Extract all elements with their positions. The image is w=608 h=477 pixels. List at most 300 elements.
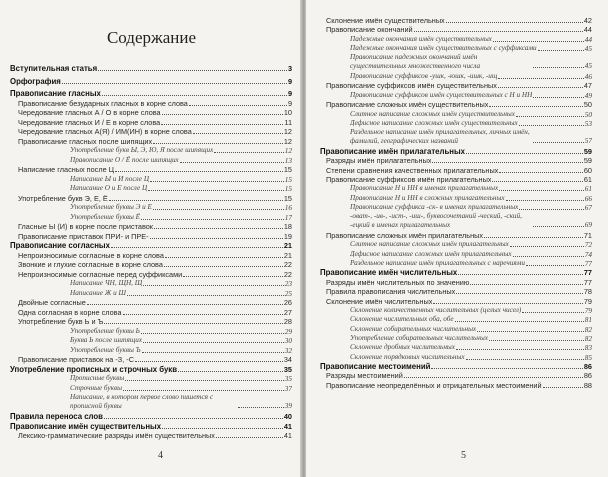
dot-leader [125,380,283,381]
toc-entry[interactable] [18,165,292,174]
dot-leader [498,87,583,88]
toc-entry-page: 34 [283,355,292,364]
toc-entry-title: Употребление прописных и строчных букв [10,364,177,374]
toc-entry[interactable] [326,231,592,240]
toc-entry-page: 21 [283,241,292,250]
toc-entry[interactable] [350,72,592,81]
toc-entry-page: 82 [584,324,592,334]
toc-entry[interactable] [326,81,592,90]
toc-entry-title: Правописание Н и НН в именах прилагательных [350,184,499,193]
toc-entry-page: 26 [283,298,292,307]
toc-entry-title: Гласные Ы (И) в корне после приставок [18,222,153,231]
toc-entry-title: Правописание имён числительных [320,268,458,278]
toc-entry[interactable] [326,166,592,175]
toc-entry-title: Правописание неопределённых и отрицательных местоимений [326,380,542,390]
toc-entry-page: 35 [283,364,292,374]
dot-leader [492,181,582,182]
toc-entry[interactable] [18,99,292,108]
toc-entry[interactable] [350,128,592,145]
dot-leader [87,304,283,305]
toc-entry[interactable] [18,260,292,269]
toc-entry-page: 12 [283,136,292,146]
dot-leader [111,247,283,248]
toc-entry[interactable] [10,64,292,73]
toc-entry-title: Употребление букв Ь и Ъ [18,317,104,326]
toc-entry-title: Написание О и Е после Ц [70,184,148,192]
dot-leader [123,390,284,391]
toc-entry-title: Правописание безударных гласных в корне слова [18,98,188,108]
toc-entry[interactable] [10,422,292,431]
dot-leader [154,228,283,229]
toc-entry-page: 53 [584,118,592,128]
dot-leader [127,295,284,296]
toc-entry[interactable] [350,325,592,334]
toc-entry-page: 88 [583,380,592,390]
toc-entry[interactable] [350,203,592,212]
toc-entry[interactable] [350,259,592,268]
toc-entry-title: Раздельное написание имён прилагательных, личных имён, фамилий, географических названий [350,128,530,145]
dot-leader [109,200,283,201]
toc-entry-title: Звонкие и глухие согласные в корне слова [18,260,163,269]
toc-entry-page: 47 [583,81,592,91]
dot-leader [519,125,584,126]
toc-entry-title: Написание Ы и И после Ц [70,174,150,183]
toc-entry-title: Употребление буквы Э и Е [70,203,152,211]
dot-leader [123,314,283,315]
toc-entry-page: 10 [283,108,292,117]
toc-entry-page: 11 [284,117,292,127]
dot-leader [484,237,583,238]
toc-entry-title: Правописание суффиксов имён существительных [326,81,497,91]
toc-entry[interactable] [70,327,292,336]
toc-entry[interactable] [70,156,292,165]
toc-entry-page: 45 [584,61,592,71]
toc-entry-title: Правописание суффикса -ск- в именах прилагательных [350,203,519,211]
dot-leader [141,219,284,220]
toc-entry[interactable] [18,298,292,307]
toc-entry-title: Падежные окончания имён существительных с суффиксами [350,44,537,53]
dot-leader [498,78,583,79]
toc-entry[interactable] [70,336,292,345]
toc-entry-page: 42 [583,16,592,25]
toc-entry-title: Правописание приставок ПРИ- и ПРЕ- [18,231,149,241]
toc-entry-page: 74 [584,249,592,259]
toc-entry-page: 18 [283,222,292,231]
toc-entry-page: 57 [584,136,592,146]
toc-entry[interactable] [326,156,592,165]
toc-entry-page: 40 [283,412,292,421]
toc-entry-page: 32 [284,345,292,355]
toc-entry-page: 15 [284,174,292,184]
dot-leader [543,387,583,388]
toc-entry-title: Правописание приставок на -З, -С [18,355,134,364]
dot-leader [446,22,583,23]
toc-entry[interactable] [18,251,292,260]
dot-leader [162,428,283,429]
toc-entry[interactable] [18,118,292,127]
dot-leader [499,172,583,173]
dot-leader [455,321,584,322]
toc-entry-page: 61 [583,174,592,184]
toc-entry[interactable] [350,119,592,128]
toc-entry[interactable] [350,250,592,259]
toc-entry-page: 45 [584,44,592,54]
dot-leader [143,285,283,286]
dot-leader [142,352,284,353]
toc-entry-page: 27 [283,307,292,317]
toc-entry[interactable] [350,343,592,352]
dot-leader [141,333,284,334]
dot-leader [477,331,584,332]
toc-entry-page: 35 [284,374,292,383]
toc-entry-page: 85 [584,352,592,362]
toc-entry-title: Слитное написание сложных имён прилагательных [350,240,509,249]
dot-leader [193,133,283,134]
toc-entry-page: 83 [584,343,592,353]
toc-entry[interactable] [70,175,292,184]
toc-entry[interactable] [326,381,592,390]
toc-entry-title: Разряды имён числительных по значению [326,277,470,287]
toc-entry-page: 77 [584,259,592,269]
toc-entry-title: Чередование гласных А(Я) / ИМ(ИН) в корне слова [18,127,192,136]
toc-entry-page: 30 [284,336,292,345]
toc-entry[interactable] [70,289,292,298]
toc-entry-page: 67 [584,203,592,212]
toc-entry-page: 49 [584,90,592,100]
toc-entry[interactable] [70,279,292,288]
toc-entry[interactable] [18,127,292,136]
toc-entry-title: Правописание суффиксов -ушк, -юшк, -ишк, -ищ [350,72,498,81]
toc-entry-page: 9 [287,76,292,86]
toc-entry[interactable] [10,241,292,250]
dot-leader [162,114,283,115]
toc-entry[interactable] [326,25,592,34]
toc-entry-title: Буква Ь после шипящих [70,336,143,344]
dot-leader [533,67,584,68]
dot-leader [115,171,283,172]
dot-leader [522,312,583,313]
dot-leader [538,50,584,51]
toc-entry-page: 44 [584,34,592,44]
toc-entry-page: 28 [283,317,292,326]
dot-leader [180,162,284,163]
toc-entry-page: 39 [284,401,292,410]
toc-entry-page: 79 [583,296,592,306]
toc-entry-title: Чередование гласных И / Е в корне слова [18,117,161,127]
dot-leader [510,246,584,247]
toc-entry-page: 16 [284,203,292,212]
toc-entry-page: 41 [283,431,292,440]
toc-entry[interactable] [10,365,292,374]
dot-leader [456,293,583,294]
toc-entry[interactable] [70,184,292,193]
dot-leader [189,105,287,106]
toc-entry-page: 15 [283,193,292,203]
toc-entry-page: 23 [284,279,292,288]
toc-entry-page: 82 [584,333,592,343]
toc-entry-title: Орфография [10,76,61,86]
toc-entry[interactable] [70,393,292,410]
toc-entry-page: 41 [283,421,292,431]
toc-entry-page: 9 [287,98,292,108]
toc-entry-title: Правописание суффиксов имён прилагательных [326,174,492,184]
toc-entry[interactable] [350,184,592,193]
toc-entry[interactable] [70,374,292,383]
toc-entry-title: Правописание гласных после шипящих [18,136,153,146]
dot-leader [404,377,583,378]
dot-leader [183,276,283,277]
toc-entry-title: Разряды имён прилагательных [326,156,432,166]
toc-entry-title: Правописание О / Ё после шипящих [70,155,179,164]
toc-entry-page: 86 [583,371,592,381]
toc-entry-page: 25 [284,288,292,298]
dot-leader [533,226,584,227]
toc-entry[interactable] [350,334,592,343]
toc-entry-page: 15 [284,184,292,193]
toc-entry[interactable] [326,287,592,296]
toc-entry-page: 59 [583,156,592,166]
toc-entry-title: Двойные согласные [18,298,86,307]
toc-entry-page: 37 [284,383,292,393]
dot-leader [466,359,584,360]
toc-entry[interactable] [18,270,292,279]
toc-entry-title: Употребление собирательных числительных [350,333,488,342]
toc-entry-page: 15 [283,165,292,174]
toc-entry-title: Строчные буквы [70,383,122,392]
toc-entry-page: 79 [584,305,592,315]
toc-entry[interactable] [350,35,592,44]
toc-entry-title: Правописание сложных имён прилагательных [326,231,484,241]
dot-leader [516,116,584,117]
toc-entry[interactable] [320,147,592,156]
dot-leader [470,284,583,285]
toc-entry-page: 86 [583,361,592,371]
toc-entry[interactable] [326,371,592,380]
toc-entry-title: Правописание сложных имён существительных [326,100,489,110]
toc-entry-title: Склонение дробных числительных [350,343,455,352]
toc-entry[interactable] [350,53,592,70]
toc-entry-page: 77 [583,277,592,287]
dot-leader [161,124,283,125]
dot-leader [135,361,283,362]
toc-entry-title: Употребление букв Э, Е, Ё [18,193,108,203]
dot-leader [178,371,283,372]
dot-leader [431,368,582,369]
dot-leader [466,153,583,154]
toc-entry-title: Правописание окончаний [326,25,413,35]
toc-entry-title: Прописные буквы [70,374,125,382]
toc-entry[interactable] [326,175,592,184]
toc-entry-title: Правописание гласных [10,89,101,98]
toc-entry-title: Падежные окончания имён существительных [350,34,492,43]
toc-entry[interactable] [10,412,292,421]
toc-entry[interactable] [18,137,292,146]
toc-entry[interactable] [350,110,592,119]
toc-entry[interactable] [320,362,592,371]
dot-leader [104,418,283,419]
toc-entry[interactable] [70,146,292,155]
toc-entry[interactable] [18,222,292,231]
dot-leader [456,349,584,350]
dot-leader [150,238,283,239]
right-page [306,0,608,477]
dot-leader [216,437,283,438]
toc-entry[interactable] [350,44,592,53]
toc-entry-title: Склонение имён числительных [326,296,433,306]
dot-leader [165,257,283,258]
toc-entry[interactable] [18,355,292,364]
toc-entry[interactable] [18,308,292,317]
dot-leader [506,200,584,201]
toc-entry-title: -оват-, -ив-, -ист-, -иш-, буквосочетаний -ческий, -ский, -ецкий в именах прилагательных [350,212,522,229]
toc-entry-page: 13 [284,155,292,165]
toc-entry[interactable] [18,108,292,117]
toc-entry-page: 50 [584,109,592,119]
toc-entry-title: Непроизносимые согласные в корне слова [18,250,164,260]
toc-entry-title: Правописание местоимений [320,361,431,371]
toc-entry[interactable] [10,77,292,86]
dot-leader [414,31,583,32]
toc-entry-page: 60 [583,165,592,175]
toc-entry-title: Одна согласная в корне слова [18,307,122,317]
toc-entry-title: Правописание имён существительных [10,421,162,431]
dot-leader [102,95,287,96]
toc-entry-title: Правила правописания числительных [326,287,456,297]
dot-leader [153,143,283,144]
dot-leader [62,83,287,84]
dot-leader [238,407,284,408]
toc-entry-title: Склонение порядковых числительных [350,352,465,361]
page-title: Содержание [106,28,197,47]
toc-entry-page: 66 [584,193,592,203]
toc-entry[interactable] [326,297,592,306]
toc-entry-title: Употребление букв Ы, Э, Ю, Я после шипящих [70,146,214,154]
toc-entry[interactable] [326,16,592,25]
toc-entry-title: Раздельное написание имён прилагательных с наречиями [350,259,525,268]
toc-entry-page: 71 [583,231,592,241]
toc-entry-title: Написание, в котором первое слово пишется с прописной буквы [70,393,214,410]
toc-entry[interactable] [70,384,292,393]
dot-leader [164,266,283,267]
toc-entry-title: Употребление буквы Ъ [70,345,141,354]
toc-entry-page: 72 [584,240,592,250]
toc-entry[interactable] [326,100,592,109]
toc-entry[interactable] [350,91,592,100]
page-number-right: 5 [461,450,466,461]
toc-entry-title: Чередование гласных А / О в корне слова [18,108,161,117]
toc-entry[interactable] [350,240,592,249]
dot-leader [458,274,583,275]
dot-leader [533,142,584,143]
toc-entry-title: Правила переноса слов [10,412,103,421]
toc-entry-page: 21 [283,250,292,260]
toc-entry-title: Лексико-грамматические разряды имён существительных [18,431,215,440]
dot-leader [513,256,584,257]
toc-entry-page: 69 [584,220,592,230]
toc-entry-title: Склонение количественных числительных (целых чисел) [350,305,522,314]
toc-entry[interactable] [350,212,592,229]
toc-entry-page: 3 [287,64,292,73]
toc-entry-page: 44 [583,25,592,35]
toc-entry[interactable] [70,346,292,355]
toc-entry[interactable] [18,194,292,203]
toc-entry-page: 78 [583,287,592,297]
toc-entry-title: Правописание суффиксов имён существительных с Н и НН [350,90,533,99]
toc-entry-page: 61 [584,184,592,194]
toc-entry-title: Склонение числительных оба, обе [350,315,454,324]
toc-entry-page: 12 [284,146,292,155]
toc-entry-page: 9 [287,89,292,98]
toc-entry[interactable] [350,353,592,362]
toc-entry-title: Написание Ж и Ш [70,288,126,297]
toc-entry-title: Слитное написание сложных имён существительных [350,109,515,118]
toc-entry-title: Непроизносимые согласные перед суффиксами [18,269,183,279]
dot-leader [493,41,584,42]
dot-leader [519,209,583,210]
dot-leader [499,190,584,191]
dot-leader [489,106,582,107]
dot-leader [104,323,283,324]
dot-leader [489,340,584,341]
toc-entry-page: 29 [284,326,292,336]
left-page [0,0,303,477]
toc-entry-page: 59 [583,146,592,156]
toc-entry-page: 17 [284,212,292,222]
dot-leader [148,190,284,191]
toc-entry[interactable] [18,431,292,440]
toc-entry-title: Употребление буквы Ё [70,212,141,221]
dot-leader [526,265,584,266]
toc-entry-page: 19 [283,231,292,241]
page-number-left: 4 [158,450,163,461]
toc-entry[interactable] [320,268,592,277]
dot-leader [143,342,284,343]
dot-leader [432,162,582,163]
toc-entry-title: Правописание падежных окончаний имён существительных множественного числа [350,53,481,70]
toc-entry-title: Дефисное написание сложных имён прилагательных [350,249,512,258]
dot-leader [214,152,283,153]
toc-entry[interactable] [326,278,592,287]
toc-entry-title: Правописание имён прилагательных [320,146,465,156]
toc-entry[interactable] [70,203,292,212]
dot-leader [150,181,284,182]
toc-entry-page: 22 [283,269,292,279]
toc-entry-page: 22 [283,260,292,269]
toc-entry-title: Употребление буквы Ь [70,326,140,335]
toc-entry-title: Степени сравнения качественных прилагательных [326,165,499,175]
toc-entry-page: 12 [283,127,292,136]
toc-entry[interactable] [70,213,292,222]
toc-entry-page: 50 [583,100,592,110]
toc-entry-title: Разряды местоимений [326,371,403,381]
toc-entry[interactable] [350,315,592,324]
toc-entry-page: 81 [584,315,592,325]
toc-entry[interactable] [350,194,592,203]
toc-entry[interactable] [18,317,292,326]
toc-entry[interactable] [18,232,292,241]
toc-entry[interactable] [350,306,592,315]
dot-leader [153,209,284,210]
toc-entry-title: Склонение собирательных числительных [350,324,477,333]
toc-entry-title: Написание ЧН, ЩН, Щ [70,279,143,287]
toc-entry-title: Правописание Н и НН в сложных прилагательных [350,193,505,202]
toc-entry[interactable] [10,89,292,98]
dot-leader [98,70,287,71]
dot-leader [533,97,583,98]
toc-entry-title: Склонение имён существительных [326,16,445,25]
toc-entry-page: 46 [584,72,592,82]
toc-entry-title: Вступительная статья [10,64,98,73]
